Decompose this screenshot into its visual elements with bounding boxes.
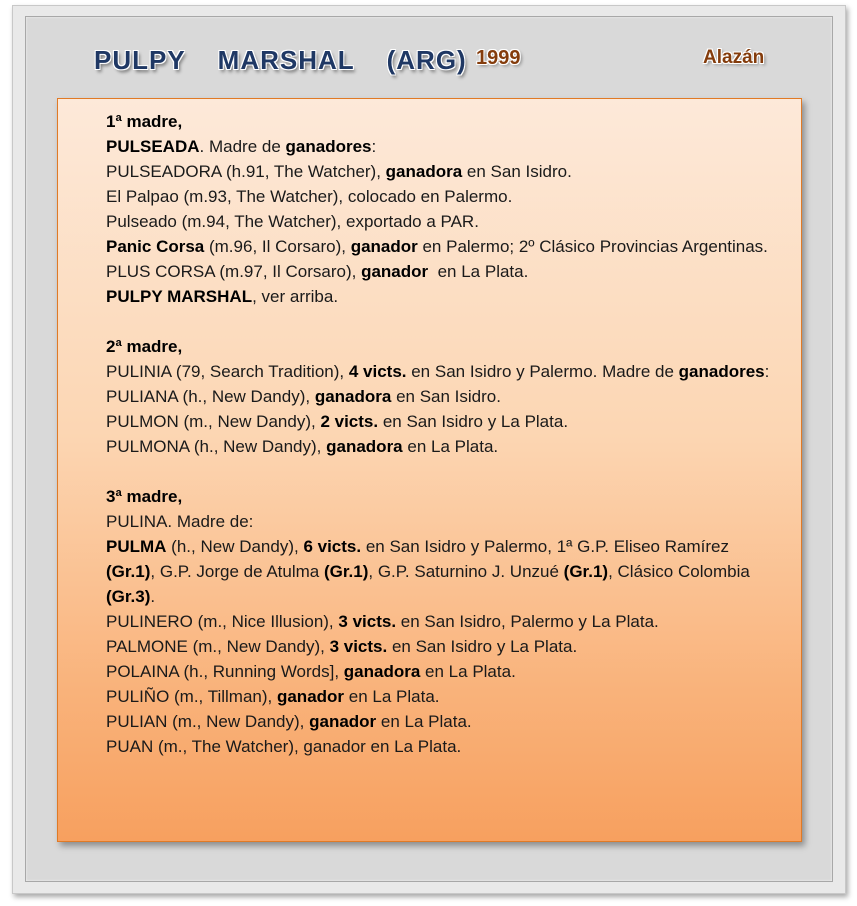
text: en La Plata. [428, 262, 529, 281]
bold-text: (Gr.3) [106, 587, 151, 606]
text: . Madre de [199, 137, 286, 156]
pedigree-line [106, 659, 781, 684]
bold-text: (Gr.1) [106, 562, 151, 581]
text: , Clásico Colombia [608, 562, 755, 581]
bold-text: ganadora [385, 162, 463, 181]
pedigree-line [106, 534, 781, 609]
section-spacer [106, 309, 781, 334]
text: Pulseado (m.94, The Watcher), exportado a PAR. [106, 212, 479, 231]
section-heading [106, 109, 781, 134]
bold-text: ganadora [343, 662, 421, 681]
bold-text: ganador [276, 687, 345, 706]
bold-text: ganador [309, 712, 377, 731]
bold-text: ganador [361, 262, 429, 281]
text: en San Isidro y La Plata. [378, 412, 569, 431]
dam-section-2 [106, 334, 781, 459]
pedigree-line [106, 184, 781, 209]
bold-text: (Gr.1) [323, 562, 369, 581]
text: : [371, 137, 377, 156]
pedigree-line [106, 684, 781, 709]
text: en La Plata. [376, 712, 472, 731]
bold-text: PULSEADA [106, 137, 200, 156]
text: (m.96, Il Corsaro), [204, 237, 351, 256]
bold-text: 3 victs. [329, 637, 388, 656]
text: El Palpao (m.93, The Watcher), colocado en Palermo. [106, 187, 513, 206]
text: en San Isidro. [391, 387, 501, 406]
text: en La Plata. [344, 687, 440, 706]
text: , ver arriba. [252, 287, 339, 306]
bold-text: ganadores [678, 362, 765, 381]
coat-color: Alazán [703, 47, 765, 68]
bold-text: 1ª madre, [106, 112, 183, 131]
pedigree-line [106, 134, 781, 159]
text: POLAINA (h., Running Words], [106, 662, 344, 681]
section-heading [106, 484, 781, 509]
pedigree-line [106, 509, 781, 534]
text: : [764, 362, 770, 381]
bold-text: PULMA [106, 537, 167, 556]
pedigree-line [106, 209, 781, 234]
section-heading [106, 334, 781, 359]
pedigree-line [106, 359, 781, 384]
section-spacer [106, 459, 781, 484]
text: en San Isidro y Palermo, 1ª G.P. Eliseo Ramírez [361, 537, 734, 556]
text: (h., New Dandy), [166, 537, 304, 556]
text: PULINERO (m., Nice Illusion), [106, 612, 339, 631]
text: PULIÑO (m., Tillman), [106, 687, 277, 706]
text: PULSEADORA (h.91, The Watcher), [106, 162, 386, 181]
horse-name: PULPY MARSHAL (ARG) [94, 45, 467, 75]
text: PULIANA (h., New Dandy), [106, 387, 315, 406]
dam-section-1 [106, 109, 781, 309]
outer-frame [12, 5, 846, 894]
card-frame [25, 16, 833, 882]
birth-year: 1999 [476, 47, 521, 69]
bold-text: ganadores [285, 137, 372, 156]
text: PALMONE (m., New Dandy), [106, 637, 330, 656]
pedigree-line [106, 709, 781, 734]
bold-text: ganadora [314, 387, 392, 406]
text: en San Isidro. [462, 162, 572, 181]
text: . [150, 587, 156, 606]
text: en La Plata. [402, 437, 499, 456]
text: PLUS CORSA (m.97, Il Corsaro), [106, 262, 362, 281]
text: en La Plata. [420, 662, 516, 681]
header [26, 17, 834, 97]
pedigree-content [57, 98, 802, 842]
bold-text: ganador [350, 237, 418, 256]
pedigree-line [106, 234, 781, 259]
bold-text: 4 victs. [348, 362, 407, 381]
pedigree-line [106, 409, 781, 434]
text: PULIAN (m., New Dandy), [106, 712, 310, 731]
bold-text: 6 victs. [303, 537, 362, 556]
pedigree-line [106, 384, 781, 409]
dam-section-3 [106, 484, 781, 759]
text: en San Isidro y La Plata. [387, 637, 578, 656]
text: PUAN (m., The Watcher), ganador en La Plata. [106, 737, 462, 756]
bold-text: ganadora [326, 437, 403, 456]
text: PULINA. Madre de: [106, 512, 254, 531]
pedigree-line [106, 259, 781, 284]
text: PULMONA (h., New Dandy), [106, 437, 327, 456]
bold-text: 3ª madre, [106, 487, 183, 506]
bold-text: 2ª madre, [106, 337, 183, 356]
bold-text: Panic Corsa [106, 237, 205, 256]
text: en San Isidro y Palermo. Madre de [406, 362, 679, 381]
text: , G.P. Saturnino J. Unzué [368, 562, 564, 581]
pedigree-line [106, 434, 781, 459]
pedigree-line [106, 284, 781, 309]
pedigree-line [106, 609, 781, 634]
pedigree-line [106, 734, 781, 759]
bold-text: 3 victs. [338, 612, 397, 631]
text: PULINIA (79, Search Tradition), [106, 362, 349, 381]
text: , G.P. Jorge de Atulma [150, 562, 324, 581]
text: PULMON (m., New Dandy), [106, 412, 321, 431]
bold-text: 2 victs. [320, 412, 379, 431]
pedigree-line [106, 634, 781, 659]
bold-text: (Gr.1) [563, 562, 609, 581]
pedigree-line [106, 159, 781, 184]
text: en Palermo; 2º Clásico Provincias Argentinas. [417, 237, 768, 256]
text: en San Isidro, Palermo y La Plata. [396, 612, 659, 631]
bold-text: PULPY MARSHAL [106, 287, 253, 306]
